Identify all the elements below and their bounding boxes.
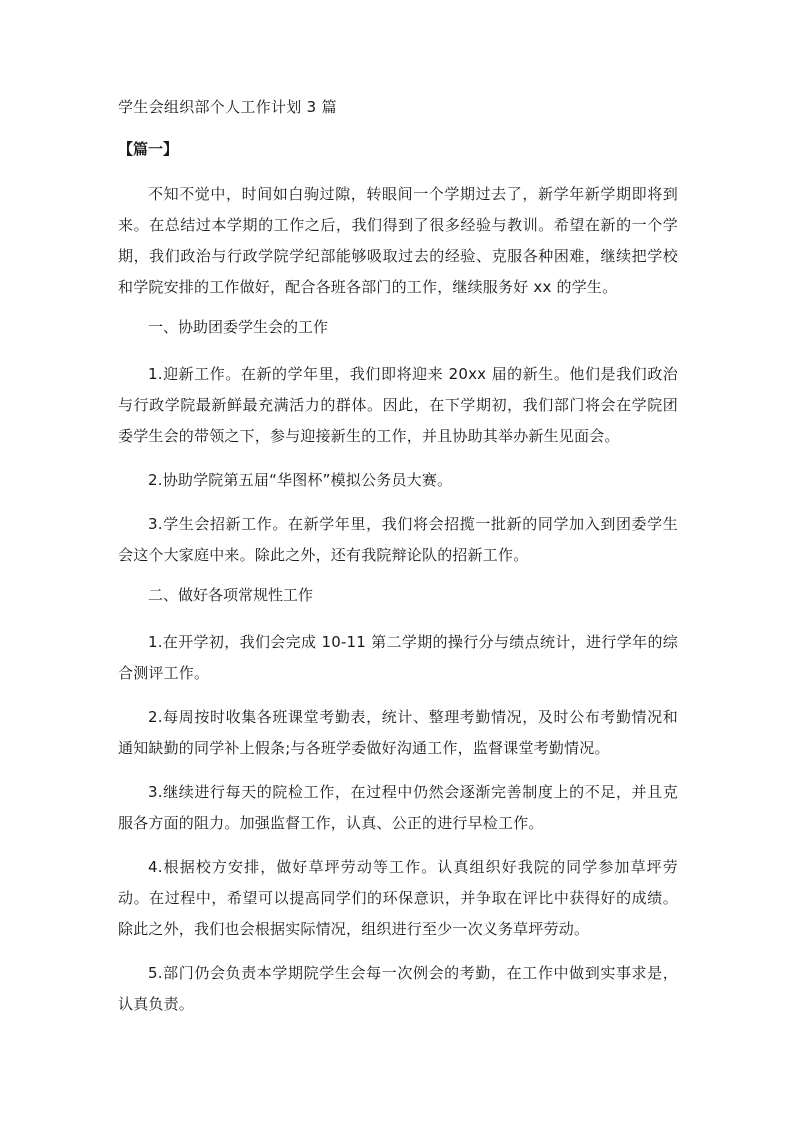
heading-1: 一、协助团委学生会的工作 (148, 318, 329, 336)
paragraph-1-3: 3.学生会招新工作。在新学年里，我们将会招揽一批新的同学加入到团委学生会这个大家庭中来。除此之外，还有我院辩论队的招新工作。 (118, 515, 678, 564)
paragraph-1-1: 1.迎新工作。在新的学年里，我们即将迎来 20xx 届的新生。他们是我们政治与行政学院最新鲜最充满活力的群体。因此，在下学期初，我们部门将会在学院团委学生会的带领之下，参与迎接新生的工作，并且协助其举办新生见面会。 (118, 365, 678, 445)
paragraph-2-2: 2.每周按时收集各班课堂考勤表，统计、整理考勤情况，及时公布考勤情况和通知缺勤的同学补上假条;与各班学委做好沟通工作，监督课堂考勤情况。 (118, 708, 678, 757)
intro-paragraph: 不知不觉中，时间如白驹过隙，转眼间一个学期过去了，新学年新学期即将到来。在总结过本学期的工作之后，我们得到了很多经验与教训。希望在新的一个学期，我们政治与行政学院学纪部能够吸取过去的经验、克服各种困难，继续把学校和学院安排的工作做好，配合各班各部门的工作，继续服务好 xx 的学生。 (118, 185, 678, 296)
paragraph-2-1: 1.在开学初，我们会完成 10-11 第二学期的操行分与绩点统计，进行学年的综合测评工作。 (118, 633, 678, 682)
paragraph-2-5: 5.部门仍会负责本学期院学生会每一次例会的考勤，在工作中做到实事求是，认真负责。 (118, 964, 678, 1013)
document-title: 学生会组织部个人工作计划 3 篇 (118, 98, 337, 116)
paragraph-1-2: 2.协助学院第五届“华图杯”模拟公务员大赛。 (148, 471, 453, 489)
paragraph-2-4: 4.根据校方安排，做好草坪劳动等工作。认真组织好我院的同学参加草坪劳动。在过程中，希望可以提高同学们的环保意识，并争取在评比中获得好的成绩。除此之外，我们也会根据实际情况，组织进行至少一次义务草坪劳动。 (118, 858, 678, 938)
document-body (118, 96, 678, 1033)
section-label: 【篇一】 (118, 140, 179, 158)
heading-2: 二、做好各项常规性工作 (148, 586, 314, 604)
paragraph-2-3: 3.继续进行每天的院检工作，在过程中仍然会逐渐完善制度上的不足，并且克服各方面的阻力。加强监督工作，认真、公正的进行早检工作。 (118, 783, 678, 832)
